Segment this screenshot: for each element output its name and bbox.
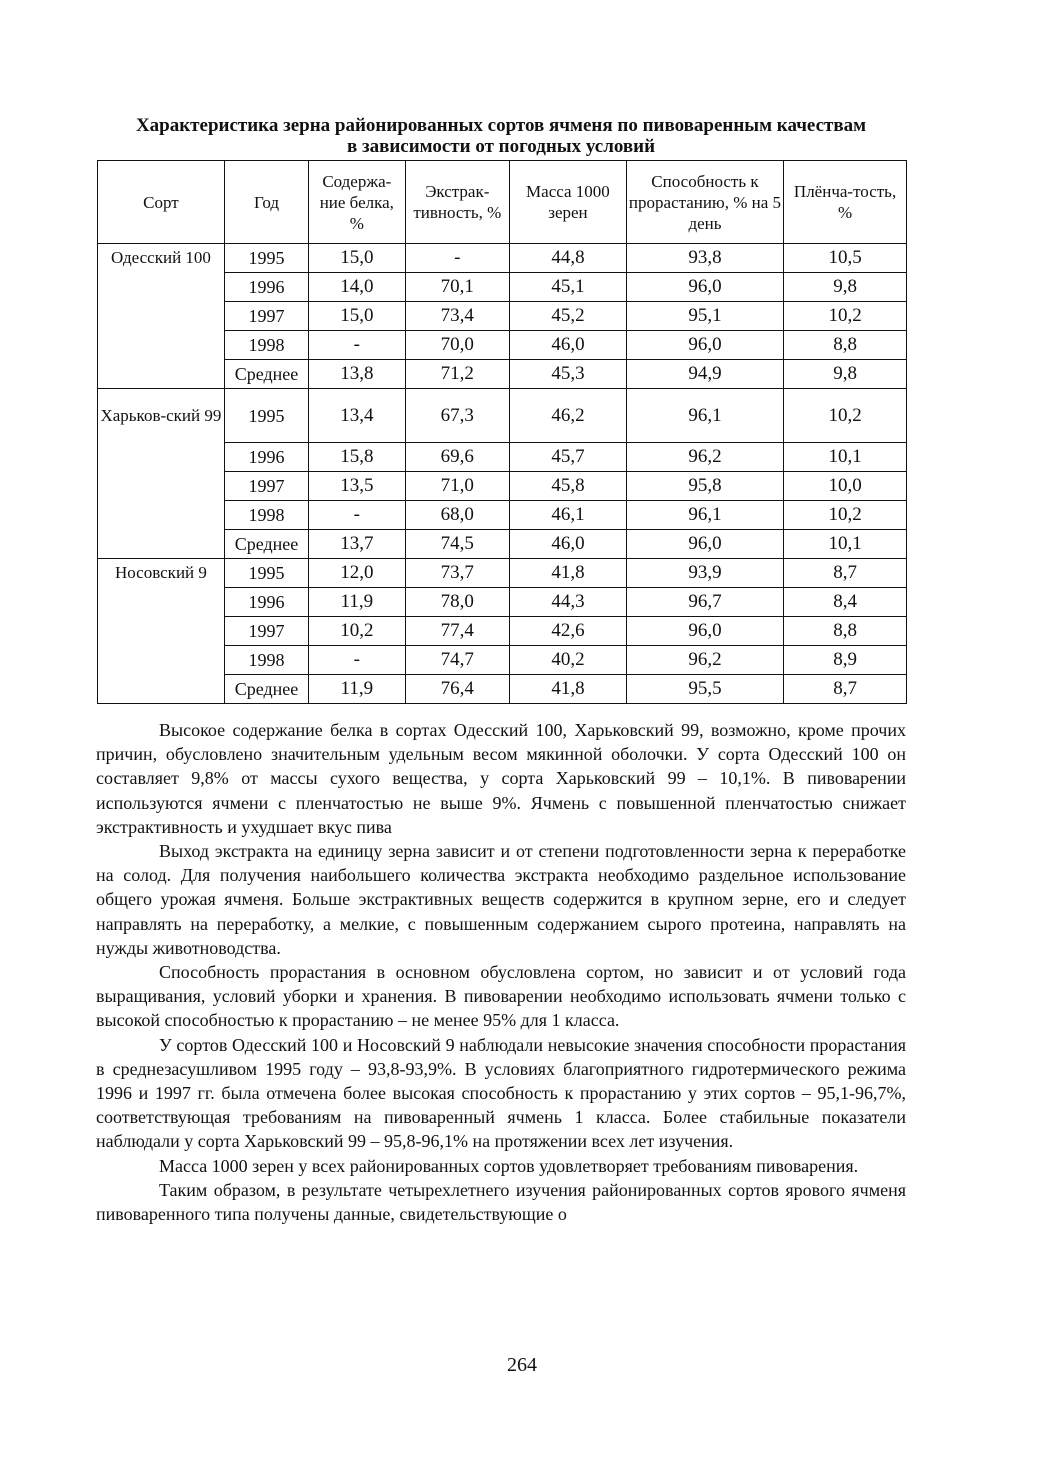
paragraph: Таким образом, в результате четырехлетнего изучения районированных сортов ярового ячменя пивоваренного типа получены данные, свидетельствующие о	[96, 1179, 906, 1225]
cell-variety	[98, 472, 225, 501]
cell-hull: 10,1	[784, 443, 907, 472]
cell-variety	[98, 646, 225, 675]
cell-variety	[98, 617, 225, 646]
cell-mass: 41,8	[510, 559, 627, 588]
cell-protein: 15,0	[309, 244, 405, 273]
cell-variety	[98, 675, 225, 704]
paragraph: Высокое содержание белка в сортах Одесский 100, Харьковский 99, возможно, кроме прочих причин, обусловлено значительным удельным весом мякинной оболочки. У сорта Одесский 100 он составляет 9,8% от массы сухого вещества, у сорта Харьковский 99 – 10,1%. В пивоварении используются ячмени с пленчатостью не выше 9%. Ячмень с повышенной пленчатостью снижает экстрактивность и ухудшает вкус пива	[96, 720, 906, 837]
cell-year: 1997	[224, 617, 308, 646]
cell-germination: 95,1	[626, 302, 783, 331]
cell-extract: 71,2	[405, 360, 510, 389]
cell-year: 1996	[224, 443, 308, 472]
cell-extract: 77,4	[405, 617, 510, 646]
cell-year: 1997	[224, 302, 308, 331]
table-caption-line-1: Характеристика зерна районированных сортов ячменя по пивоваренным качествам	[135, 115, 867, 136]
paragraph: Выход экстракта на единицу зерна зависит и от степени подготовленности зерна к переработке на солод. Для получения наибольшего количества экстракта необходимо раздельное использование общего урожая ячменя. Больше экстрактивных веществ содержится в крупном зерне, его и следует направлять на переработку, а мелкие, с повышенным содержанием сырого протеина, направлять на нужды животноводства.	[96, 841, 906, 958]
table-row	[98, 559, 907, 588]
cell-protein: 13,5	[309, 472, 405, 501]
header-hull: Плёнча-тость, %	[784, 161, 907, 244]
table-row	[98, 360, 907, 389]
cell-mass: 45,1	[510, 273, 627, 302]
cell-hull: 9,8	[784, 360, 907, 389]
cell-germination: 96,0	[626, 617, 783, 646]
cell-mass: 45,2	[510, 302, 627, 331]
cell-protein: 13,8	[309, 360, 405, 389]
cell-extract: 70,0	[405, 331, 510, 360]
cell-germination: 96,0	[626, 273, 783, 302]
table-row	[98, 646, 907, 675]
cell-year: 1997	[224, 472, 308, 501]
cell-protein: 15,8	[309, 443, 405, 472]
cell-germination: 95,8	[626, 472, 783, 501]
cell-variety	[98, 360, 225, 389]
cell-mass: 41,8	[510, 675, 627, 704]
cell-year: 1998	[224, 646, 308, 675]
table-header-row	[98, 161, 907, 244]
header-extract: Экстрак-тивность, %	[405, 161, 510, 244]
cell-germination: 96,1	[626, 501, 783, 530]
cell-germination: 94,9	[626, 360, 783, 389]
table-caption	[96, 115, 906, 157]
cell-variety	[98, 302, 225, 331]
cell-variety	[98, 530, 225, 559]
cell-hull: 9,8	[784, 273, 907, 302]
cell-year: 1998	[224, 501, 308, 530]
cell-hull: 10,1	[784, 530, 907, 559]
cell-hull: 10,2	[784, 302, 907, 331]
cell-mass: 45,8	[510, 472, 627, 501]
page-number: 264	[507, 1354, 537, 1376]
body-text	[96, 718, 906, 1226]
cell-protein: 15,0	[309, 302, 405, 331]
cell-mass: 46,0	[510, 331, 627, 360]
cell-hull: 10,2	[784, 501, 907, 530]
table-body	[98, 244, 907, 704]
table-row	[98, 675, 907, 704]
cell-variety	[98, 588, 225, 617]
barley-quality-table	[97, 160, 907, 704]
cell-hull: 8,9	[784, 646, 907, 675]
cell-hull: 8,7	[784, 675, 907, 704]
cell-protein: 13,4	[309, 389, 405, 443]
cell-mass: 40,2	[510, 646, 627, 675]
cell-mass: 46,2	[510, 389, 627, 443]
cell-year: 1998	[224, 331, 308, 360]
cell-protein: 10,2	[309, 617, 405, 646]
cell-hull: 8,4	[784, 588, 907, 617]
cell-mass: 45,7	[510, 443, 627, 472]
cell-variety	[98, 501, 225, 530]
cell-year: Среднее	[224, 360, 308, 389]
table-row	[98, 244, 907, 273]
cell-hull: 10,0	[784, 472, 907, 501]
header-germination: Способность к прорастанию, % на 5 день	[626, 161, 783, 244]
paragraph: Масса 1000 зерен у всех районированных сортов удовлетворяет требованиям пивоварения.	[159, 1155, 859, 1176]
cell-hull: 8,8	[784, 331, 907, 360]
table-row	[98, 530, 907, 559]
cell-protein: -	[309, 646, 405, 675]
cell-year: Среднее	[224, 675, 308, 704]
cell-variety: Одесский 100	[98, 244, 225, 273]
table-row	[98, 443, 907, 472]
table-caption-line-2: в зависимости от погодных условий	[346, 136, 656, 157]
cell-year: 1996	[224, 588, 308, 617]
cell-mass: 44,8	[510, 244, 627, 273]
table-row	[98, 617, 907, 646]
cell-germination: 93,9	[626, 559, 783, 588]
table-row	[98, 472, 907, 501]
table-row	[98, 389, 907, 443]
table-row	[98, 273, 907, 302]
header-year: Год	[224, 161, 308, 244]
cell-germination: 96,2	[626, 646, 783, 675]
cell-extract: 73,7	[405, 559, 510, 588]
table-row	[98, 302, 907, 331]
cell-extract: 73,4	[405, 302, 510, 331]
cell-germination: 96,0	[626, 530, 783, 559]
cell-protein: -	[309, 331, 405, 360]
cell-protein: 11,9	[309, 675, 405, 704]
cell-mass: 45,3	[510, 360, 627, 389]
cell-variety: Носовский 9	[98, 559, 225, 588]
cell-hull: 8,8	[784, 617, 907, 646]
cell-extract: 67,3	[405, 389, 510, 443]
header-mass: Масса 1000 зерен	[510, 161, 627, 244]
cell-mass: 42,6	[510, 617, 627, 646]
header-variety: Сорт	[98, 161, 225, 244]
cell-year: 1995	[224, 559, 308, 588]
cell-extract: 68,0	[405, 501, 510, 530]
cell-hull: 10,5	[784, 244, 907, 273]
cell-extract: 76,4	[405, 675, 510, 704]
table-row	[98, 501, 907, 530]
cell-germination: 96,7	[626, 588, 783, 617]
cell-mass: 46,0	[510, 530, 627, 559]
paragraph: Способность прорастания в основном обусловлена сортом, но зависит и от условий года выращивания, условий уборки и хранения. В пивоварении необходимо использовать ячмени только с высокой способностью к прорастанию – не менее 95% для 1 класса.	[96, 962, 906, 1031]
cell-protein: 12,0	[309, 559, 405, 588]
cell-extract: 71,0	[405, 472, 510, 501]
cell-extract: 70,1	[405, 273, 510, 302]
header-protein: Содержа-ние белка, %	[309, 161, 405, 244]
cell-extract: 74,5	[405, 530, 510, 559]
cell-extract: 74,7	[405, 646, 510, 675]
cell-protein: 13,7	[309, 530, 405, 559]
paragraph: У сортов Одесский 100 и Носовский 9 наблюдали невысокие значения способности прорастания в среднезасушливом 1995 году – 93,8-93,9%. В условиях благоприятного гидротермического режима 1996 и 1997 гг. была отмечена более высокая способность к прорастанию у этих сортов – 95,1-96,7%, соответствующая требованиям на пивоваренный ячмень 1 класса. Более стабильные показатели наблюдали у сорта Харьковский 99 – 95,8-96,1% на протяжении всех лет изучения.	[96, 1034, 906, 1152]
cell-protein: 14,0	[309, 273, 405, 302]
cell-extract: 69,6	[405, 443, 510, 472]
cell-germination: 96,1	[626, 389, 783, 443]
cell-variety: Харьков-ский 99	[98, 389, 225, 443]
cell-mass: 46,1	[510, 501, 627, 530]
cell-hull: 10,2	[784, 389, 907, 443]
cell-germination: 96,0	[626, 331, 783, 360]
table-row	[98, 588, 907, 617]
cell-year: Среднее	[224, 530, 308, 559]
cell-germination: 95,5	[626, 675, 783, 704]
cell-year: 1996	[224, 273, 308, 302]
cell-germination: 96,2	[626, 443, 783, 472]
cell-variety	[98, 331, 225, 360]
cell-variety	[98, 443, 225, 472]
cell-year: 1995	[224, 389, 308, 443]
cell-protein: 11,9	[309, 588, 405, 617]
cell-germination: 93,8	[626, 244, 783, 273]
cell-year: 1995	[224, 244, 308, 273]
cell-variety	[98, 273, 225, 302]
cell-protein: -	[309, 501, 405, 530]
cell-mass: 44,3	[510, 588, 627, 617]
table-row	[98, 331, 907, 360]
cell-extract: 78,0	[405, 588, 510, 617]
cell-hull: 8,7	[784, 559, 907, 588]
cell-extract: -	[405, 244, 510, 273]
